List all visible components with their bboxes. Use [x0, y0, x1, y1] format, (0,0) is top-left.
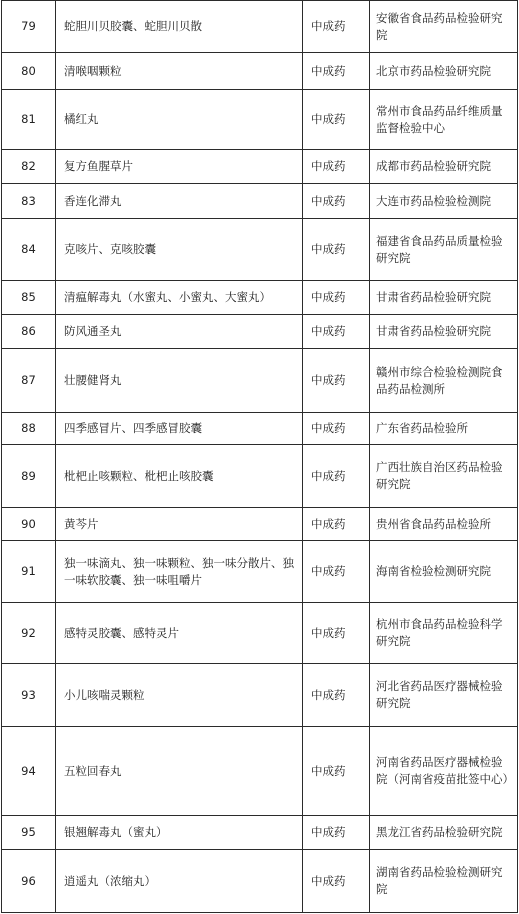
testing-institution [370, 413, 518, 445]
product-name [56, 53, 303, 90]
product-name-text: 蛇胆川贝胶囊、蛇胆川贝散 [64, 19, 202, 33]
testing-institution [370, 541, 518, 603]
testing-institution [370, 445, 518, 508]
testing-institution-text: 福建省食品药品质量检验研究院 [376, 233, 503, 265]
testing-institution-text: 赣州市综合检验检测院食品药品检测所 [376, 364, 503, 396]
product-name [56, 445, 303, 508]
product-category [303, 603, 370, 664]
product-category-text: 中成药 [311, 763, 346, 778]
product-category [303, 541, 370, 603]
row-number-text: 83 [21, 193, 36, 208]
testing-institution-text: 安徽省食品药品检验研究院 [376, 10, 503, 42]
testing-institution-text: 河南省药品医疗器械检验院（河南省疫苗批签中心） [376, 755, 514, 786]
testing-institution [370, 184, 518, 219]
testing-institution-text: 北京市药品检验研究院 [376, 63, 491, 78]
testing-institution [370, 850, 518, 913]
testing-institution [370, 53, 518, 90]
row-number-text: 80 [21, 63, 36, 78]
product-category-text: 中成药 [311, 19, 346, 33]
product-name [56, 1, 303, 53]
product-name [56, 281, 303, 315]
row-number-text: 90 [21, 516, 36, 531]
testing-institution-text: 广西壮族自治区药品检验研究院 [376, 460, 503, 491]
product-category [303, 315, 370, 349]
product-category-text: 中成药 [311, 564, 346, 578]
row-number-text: 88 [21, 421, 36, 435]
product-name-text: 防风通圣丸 [64, 324, 122, 338]
testing-institution [370, 349, 518, 413]
product-name [56, 349, 303, 413]
product-name-text: 四季感冒片、四季感冒胶囊 [64, 421, 202, 435]
row-number [2, 850, 56, 913]
row-number [2, 90, 56, 150]
row-number [2, 508, 56, 541]
row-number-text: 93 [21, 687, 36, 702]
row-number-text: 84 [21, 242, 36, 256]
product-name-text: 壮腰健肾丸 [64, 373, 122, 387]
product-category [303, 150, 370, 184]
row-number [2, 413, 56, 445]
product-category [303, 349, 370, 413]
product-name-text: 五粒回春丸 [64, 763, 122, 778]
table-row [2, 90, 518, 150]
testing-institution [370, 219, 518, 281]
table-row [2, 1, 518, 53]
row-number-text: 81 [21, 112, 36, 126]
product-name-text: 独一味滴丸、独一味颗粒、独一味分散片、独一味软胶囊、独一味咀嚼片 [64, 555, 294, 587]
product-category-text: 中成药 [311, 63, 346, 78]
row-number-text: 91 [21, 564, 36, 578]
row-number-text: 87 [21, 373, 36, 387]
row-number [2, 281, 56, 315]
testing-institution [370, 315, 518, 349]
row-number-text: 79 [21, 19, 36, 33]
table-row [2, 727, 518, 816]
product-category-text: 中成药 [311, 687, 346, 702]
testing-institution [370, 816, 518, 850]
table-row [2, 219, 518, 281]
testing-institution-text: 杭州市食品药品检验科学研究院 [376, 617, 503, 648]
row-number [2, 184, 56, 219]
row-number-text: 86 [21, 324, 36, 338]
table-row [2, 508, 518, 541]
product-name-text: 香连化滞丸 [64, 193, 122, 208]
testing-institution-text: 贵州省食品药品检验所 [376, 516, 491, 531]
product-name-text: 银翘解毒丸（蜜丸） [64, 825, 168, 839]
table-row [2, 315, 518, 349]
product-name-text: 克咳片、克咳胶囊 [64, 242, 156, 256]
product-name [56, 603, 303, 664]
row-number-text: 92 [21, 625, 36, 640]
testing-institution-text: 广东省药品检验所 [376, 421, 468, 435]
row-number [2, 219, 56, 281]
testing-institution [370, 727, 518, 816]
product-name [56, 219, 303, 281]
product-category [303, 664, 370, 727]
product-category-text: 中成药 [311, 873, 346, 888]
table-row [2, 281, 518, 315]
testing-institution-text: 甘肃省药品检验研究院 [376, 324, 491, 338]
product-category-text: 中成药 [311, 242, 346, 256]
product-category [303, 445, 370, 508]
table-row [2, 445, 518, 508]
product-name [56, 508, 303, 541]
row-number [2, 727, 56, 816]
product-category [303, 727, 370, 816]
product-category-text: 中成药 [311, 373, 346, 387]
testing-institution-text: 河北省药品医疗器械检验研究院 [376, 679, 503, 710]
product-category [303, 850, 370, 913]
row-number [2, 664, 56, 727]
product-name-text: 黄芩片 [64, 516, 99, 531]
product-category-text: 中成药 [311, 468, 346, 483]
row-number-text: 94 [21, 763, 36, 778]
table-row [2, 850, 518, 913]
product-name [56, 664, 303, 727]
row-number [2, 53, 56, 90]
testing-institution [370, 281, 518, 315]
row-number-text: 82 [21, 159, 36, 173]
row-number-text: 96 [21, 873, 36, 888]
row-number-text: 89 [21, 468, 36, 483]
product-name [56, 850, 303, 913]
row-number-text: 85 [21, 290, 36, 304]
product-category [303, 53, 370, 90]
product-name [56, 150, 303, 184]
testing-institution-text: 大连市药品检验检测院 [376, 193, 491, 208]
row-number [2, 816, 56, 850]
product-name-text: 复方鱼腥草片 [64, 159, 133, 173]
product-name [56, 184, 303, 219]
table-row [2, 603, 518, 664]
product-category [303, 281, 370, 315]
table-row [2, 413, 518, 445]
product-name [56, 541, 303, 603]
testing-institution [370, 150, 518, 184]
row-number [2, 603, 56, 664]
testing-institution [370, 1, 518, 53]
table-row [2, 184, 518, 219]
product-category-text: 中成药 [311, 193, 346, 208]
product-category [303, 508, 370, 541]
testing-institution-text: 成都市药品检验研究院 [376, 159, 491, 173]
product-category [303, 413, 370, 445]
product-name-text: 枇杷止咳颗粒、枇杷止咳胶囊 [64, 468, 214, 483]
product-category-text: 中成药 [311, 112, 346, 126]
testing-institution-text: 海南省检验检测研究院 [376, 564, 491, 578]
table-row [2, 541, 518, 603]
product-category-text: 中成药 [311, 516, 346, 531]
product-category-text: 中成药 [311, 159, 346, 173]
product-name-text: 清瘟解毒丸（水蜜丸、小蜜丸、大蜜丸） [64, 290, 271, 304]
product-name [56, 816, 303, 850]
product-category [303, 184, 370, 219]
row-number-text: 95 [21, 825, 36, 839]
product-name-text: 逍遥丸（浓缩丸） [64, 873, 156, 888]
testing-institution-text: 湖南省药品检验检测研究院 [376, 865, 503, 896]
testing-institution-text: 甘肃省药品检验研究院 [376, 290, 491, 304]
row-number [2, 1, 56, 53]
testing-institution-text: 黑龙江省药品检验研究院 [376, 825, 503, 839]
table-body [2, 1, 518, 913]
product-category [303, 90, 370, 150]
row-number [2, 315, 56, 349]
product-name [56, 727, 303, 816]
product-name-text: 小儿咳喘灵颗粒 [64, 687, 145, 702]
testing-institution [370, 664, 518, 727]
table-row [2, 816, 518, 850]
testing-institution [370, 90, 518, 150]
product-category-text: 中成药 [311, 324, 346, 338]
product-name [56, 90, 303, 150]
product-category-text: 中成药 [311, 625, 346, 640]
product-category [303, 816, 370, 850]
row-number [2, 541, 56, 603]
product-category [303, 219, 370, 281]
product-category-text: 中成药 [311, 825, 346, 839]
table-row [2, 150, 518, 184]
product-category [303, 1, 370, 53]
row-number [2, 445, 56, 508]
product-name-text: 感特灵胶囊、感特灵片 [64, 625, 179, 640]
testing-institution [370, 508, 518, 541]
inspection-table [1, 0, 518, 913]
table-row [2, 53, 518, 90]
testing-institution [370, 603, 518, 664]
product-name-text: 清喉咽颗粒 [64, 63, 122, 78]
row-number [2, 349, 56, 413]
table-row [2, 349, 518, 413]
testing-institution-text: 常州市食品药品纤维质量监督检验中心 [376, 103, 503, 135]
row-number [2, 150, 56, 184]
product-name [56, 315, 303, 349]
product-name-text: 橘红丸 [64, 112, 99, 126]
product-name [56, 413, 303, 445]
product-category-text: 中成药 [311, 290, 346, 304]
table-row [2, 664, 518, 727]
product-category-text: 中成药 [311, 421, 346, 435]
